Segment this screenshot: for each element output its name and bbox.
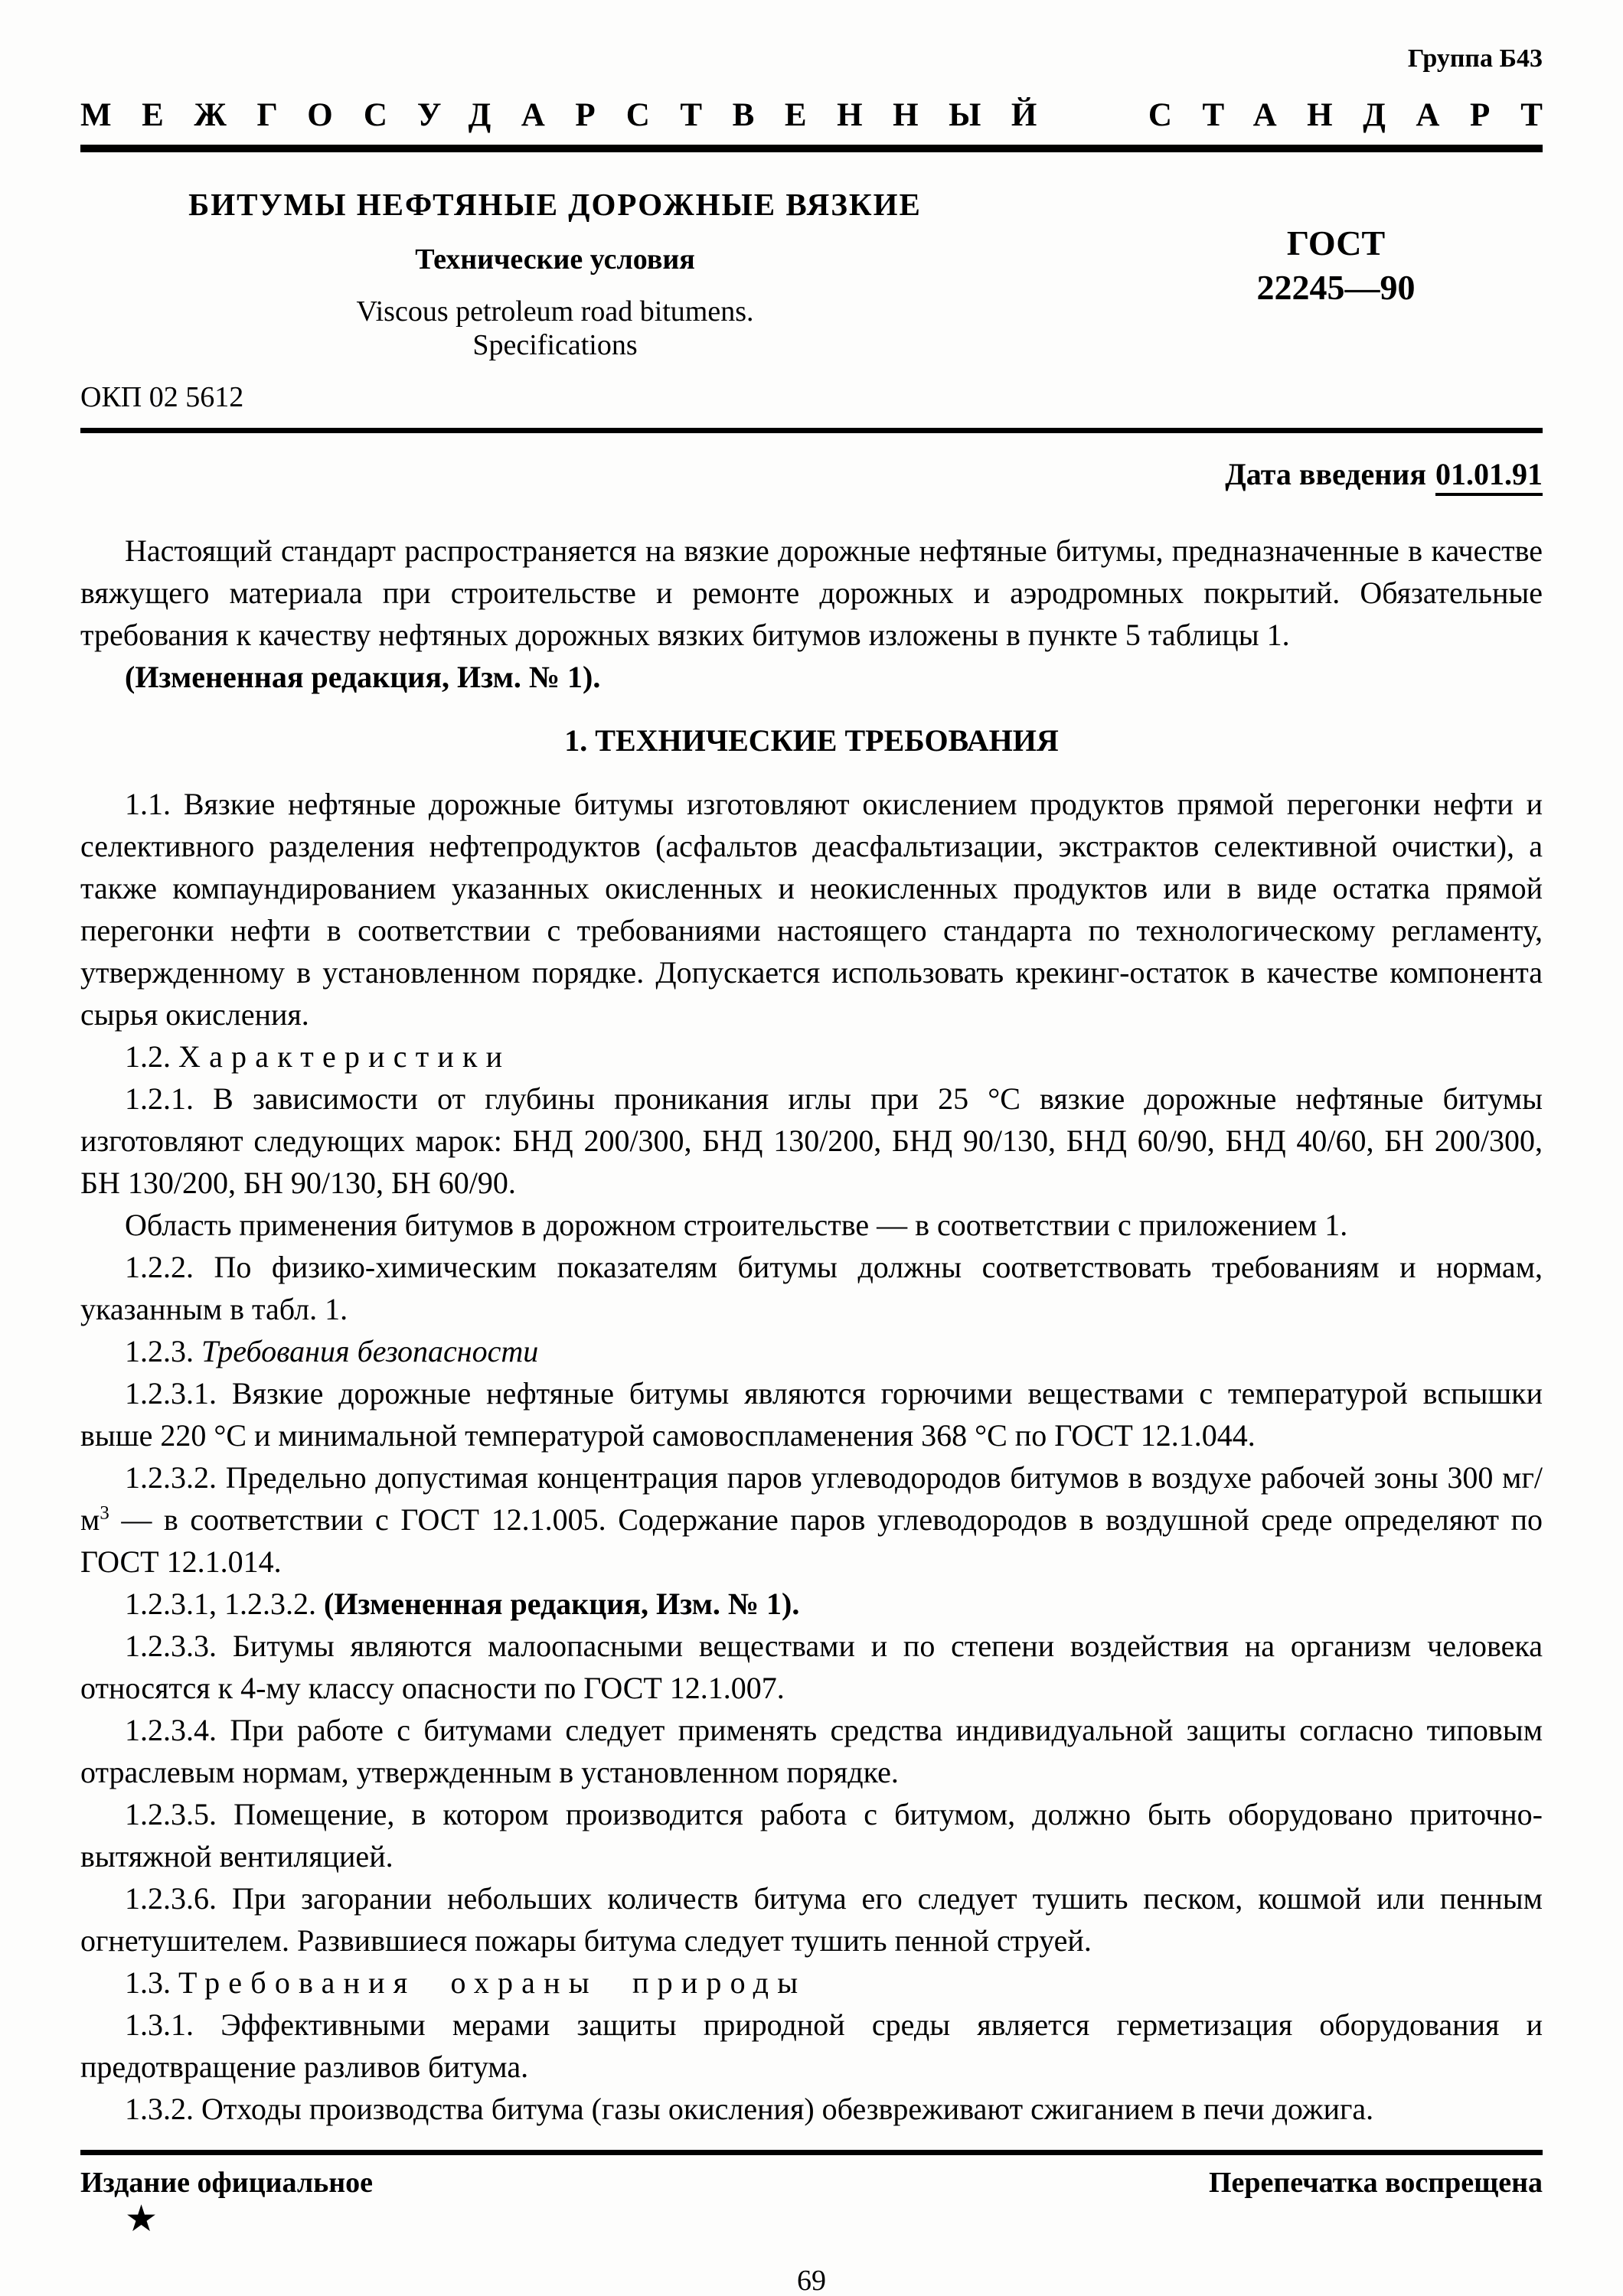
masthead-word-1: МЕЖГОСУДАРСТВЕННЫЙ [80,97,1067,133]
para-1-2-3 [80,1330,1543,1372]
text-segment: 1.2.3.4. При работе с битумами следует применять средства индивидуальной защиты согласно типовым отраслевым нормам, утвержденным в установленном порядке. [80,1713,1543,1789]
para-1-2-2 [80,1246,1543,1330]
text-segment: 1.2.3.6. При загорании небольших количеств битума его следует тушить песком, кошмой или пенным огнетушителем. Развившиеся пожары битума следует тушить пенной струей. [80,1881,1543,1958]
text-segment: Требования безопасности [201,1334,539,1368]
text-segment: 1.3.2. Отходы производства битума (газы окисления) обезвреживают сжиганием в печи дожига. [125,2092,1374,2126]
document-subtitle-en: Specifications [472,329,638,361]
effective-date-value: 01.01.91 [1435,456,1543,496]
para-amendment [80,656,1543,698]
page-number: 69 [797,2265,826,2296]
text-segment: Настоящий стандарт распространяется на вязкие дорожные нефтяные битумы, предназначенные в качестве вяжущего материала при строительстве и ремонте дорожных и аэродромных покрытий. Обязательные требования к качеству нефтяных дорожных вязких битумов изложены в пункте 5 таблицы 1. [80,533,1543,652]
text-segment: (Измененная редакция, Изм. № 1). [125,660,601,694]
group-code: Группа Б43 [1407,44,1543,73]
title-column [80,186,1030,362]
section-1-heading [80,719,1543,762]
text-segment: 1.2.3.1. Вязкие дорожные нефтяные битумы являются горючими веществами с температурой вспышки выше 220 °С и минимальной температурой самовоспламенения 368 °С по ГОСТ 12.1.044. [80,1376,1543,1453]
gost-designation [1221,221,1451,362]
para-1-3-2 [80,2088,1543,2130]
title-divider [80,428,1543,433]
header-divider [80,145,1543,152]
para-scope [80,530,1543,656]
text-segment: Требования охраны природы [178,1965,807,2000]
text-segment: 1.2.1. В зависимости от глубины проникания иглы при 25 °С вязкие дорожные нефтяные битумы изготовляют следующих марок: БНД 200/300, БНД 130/200, БНД 90/130, БНД 60/90, БНД 40/60, БН 200/300, БН 130/200, БН 90/130, БН 60/90. [80,1081,1543,1200]
para-1-1 [80,783,1543,1035]
para-1-3-1 [80,2004,1543,2088]
effective-date [80,456,1543,496]
text-segment: 1.3. [125,1965,178,2000]
text-segment: 1.2.3.2. Предельно допустимая концентрация паров углеводородов битумов в воздухе рабочей зоны 300 мг/м [80,1460,1543,1537]
text-segment: 1.2. [125,1039,178,1074]
document-title-ru: БИТУМЫ НЕФТЯНЫЕ ДОРОЖНЫЕ ВЯЗКИЕ [188,187,922,222]
text-segment: Характеристики [178,1039,511,1074]
text-segment: 3 [100,1502,109,1524]
para-1-2-3-4 [80,1709,1543,1793]
title-block [80,186,1543,362]
para-application-area [80,1204,1543,1246]
footer [80,2166,1543,2200]
para-1-2-3-3 [80,1625,1543,1709]
para-1-2 [80,1035,1543,1078]
gost-number: 22245—90 [1256,267,1416,307]
document-body [80,530,1543,2130]
masthead-title [80,96,1573,134]
text-segment: 1.3.1. Эффективными мерами защиты природной среды является герметизация оборудования и предотвращение разливов битума. [80,2007,1543,2084]
para-1-2-3-1-2-amendment [80,1583,1543,1625]
gost-label: ГОСТ [1286,223,1386,263]
document-title-en: Viscous petroleum road bitumens. [356,295,754,328]
document-subtitle-ru: Технические условия [415,243,695,276]
text-segment: 1.2.3.5. Помещение, в котором производится работа с битумом, должно быть оборудовано приточно-вытяжной вентиляцией. [80,1797,1543,1874]
text-segment: (Измененная редакция, Изм. № 1). [324,1587,800,1621]
official-edition-label: Издание официальное [80,2167,374,2199]
text-segment: — в соответствии с ГОСТ 12.1.005. Содержание паров углеводородов в воздушной среде определяют по ГОСТ 12.1.014. [80,1502,1543,1579]
text-segment: 1.2.2. По физико-химическим показателям битумы должны соответствовать требованиям и нормам, указанным в табл. 1. [80,1250,1543,1326]
text-segment: 1. ТЕХНИЧЕСКИЕ ТРЕБОВАНИЯ [564,723,1059,758]
footer-divider [80,2150,1543,2155]
masthead-word-2: СТАНДАРТ [1148,97,1573,133]
text-segment: 1.1. Вязкие нефтяные дорожные битумы изготовляют окислением продуктов прямой перегонки нефти и селективного разделения нефтепродуктов (асфальтов деасфальтизации, экстрактов селективной очистки), а также компаундированием указанных окисленных и неокисленных продуктов или в виде остатка прямой перегонки нефти в соответствии с требованиями настоящего стандарта по технологическому регламенту, утвержденному в установленном порядке. Допускается использовать крекинг-остаток в качестве компонента сырья окисления. [80,787,1543,1032]
text-segment: 1.2.3. [125,1334,201,1368]
okp-code: ОКП 02 5612 [80,381,244,413]
para-1-2-3-1 [80,1372,1543,1456]
effective-date-label: Дата введения [1225,457,1426,491]
text-segment: 1.2.3.3. Битумы являются малоопасными веществами и по степени воздействия на организм человека относятся к 4-му классу опасности по ГОСТ 12.1.007. [80,1629,1543,1705]
reprint-notice: Перепечатка воспрещена [1208,2167,1543,2199]
para-1-2-3-5 [80,1793,1543,1877]
star-icon: ★ [125,2199,158,2239]
text-segment: Область применения битумов в дорожном строительстве — в соответствии с приложением 1. [125,1208,1348,1242]
para-1-2-3-6 [80,1877,1543,1962]
para-1-2-1 [80,1078,1543,1204]
para-1-2-3-2 [80,1456,1543,1583]
text-segment: 1.2.3.1, 1.2.3.2. [125,1587,324,1621]
para-1-3 [80,1962,1543,2004]
